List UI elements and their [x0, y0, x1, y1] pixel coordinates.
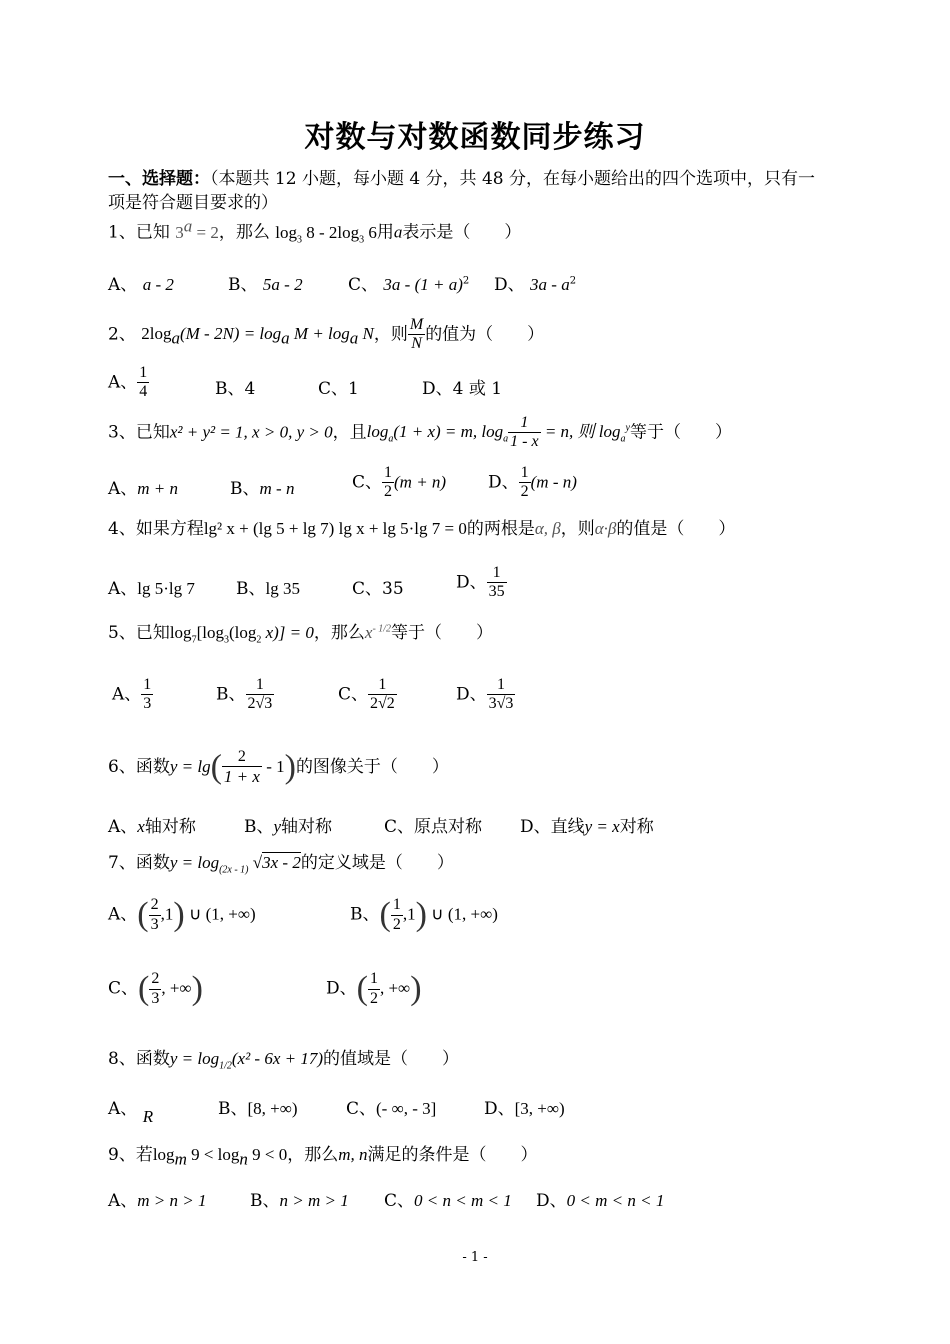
section-heading: 一、选择题： — [108, 169, 210, 189]
question-8: 8、函数$y = \log_{1/2}(x^2 - 6x + 17)$的值域是（ ） — [108, 1049, 460, 1072]
option-d[interactable]: D、4 或 1 — [422, 379, 503, 399]
question-9: 9、若$\log_m 9 < \log_n 9 < 0$，那么m, n满足的条件是（ ） — [108, 1145, 538, 1169]
fraction: $\frac{M}{N}$ — [409, 316, 424, 353]
math-expr: $\log_3 8 - 2\log_3$ 6 — [275, 222, 377, 246]
question-text: ，那么 — [218, 222, 270, 243]
option-c[interactable]: C、35 — [352, 579, 404, 599]
instructions-line2: 项是符合题目要求的） — [108, 193, 278, 213]
question-6: 6、函数y = lg( $\frac{2}{1 + x}$ - 1)的图像关于（ ） — [108, 748, 449, 787]
option-d[interactable]: D、0 < m < n < 1 — [536, 1191, 665, 1211]
math-expr: x² + y² = 1, x > 0, y > 0 — [169, 422, 333, 442]
question-text: 用 — [376, 222, 394, 243]
option-a[interactable]: A、 R — [108, 1099, 154, 1126]
option-c[interactable]: C、(- ∞, - 3] — [346, 1099, 437, 1119]
option-c[interactable]: C、原点对称 — [384, 817, 483, 837]
option-b[interactable]: B、[8, +∞) — [218, 1099, 298, 1119]
question-3: 3、已知x² + y² = 1, x > 0, y > 0，且$\log_a(1 + x) = m$, $\log_a$ $\frac{1}{1 - x}$ = n, 则 $\log_a^y$等于（ ） — [108, 414, 732, 451]
option-d[interactable]: D、( $\frac{1}{2}$ , +∞) — [326, 970, 422, 1007]
option-a[interactable]: A、( $\frac{2}{3}$ ,1) ∪ (1, +∞) — [108, 896, 256, 933]
option-b[interactable]: B、 $\frac{1}{2√3}$ — [216, 676, 273, 713]
question-7: 7、函数$y = \log_{(2x - 1)} √3x - 2$的定义域是（ ） — [108, 853, 454, 876]
option-a[interactable]: A、 $\frac{1}{4}$ — [108, 364, 148, 401]
option-c[interactable]: C、 $\frac{1}{2}$ (m + n) — [352, 464, 447, 501]
question-2: 2、 $2\log_a(M - 2N) = \log_a M + \log_a N$，则 $\frac{M}{N}$ 的值为（ ） — [108, 316, 545, 353]
option-b[interactable]: B、y轴对称 — [244, 817, 333, 837]
section-instructions — [108, 164, 815, 189]
math-var: a — [393, 222, 403, 242]
instructions-line1: （本题共 12 小题，每小题 4 分，共 48 分，在每小题给出的四个选项中，只有一 — [210, 169, 816, 189]
math-expr: $\log_7[\log_3(\log_2$ x)] = 0 — [169, 623, 314, 646]
option-b[interactable]: B、m - n — [230, 479, 295, 499]
question-1 — [108, 216, 521, 245]
question-number: 1、 — [108, 222, 136, 243]
option-b[interactable]: B、( $\frac{1}{2}$ ,1) ∪ (1, +∞) — [350, 896, 498, 933]
option-a[interactable]: A、m + n — [108, 479, 179, 499]
option-b[interactable]: B、lg 35 — [236, 579, 300, 599]
option-c[interactable]: C、 $3a - (1 + a)^2$ — [348, 275, 470, 295]
option-a[interactable]: A、x轴对称 — [108, 817, 196, 837]
option-c[interactable]: C、( $\frac{2}{3}$ , +∞) — [108, 970, 203, 1007]
option-d[interactable]: D、直线y = x对称 — [520, 817, 654, 837]
math-expr: $2\log_a(M - 2N) = \log_a M + \log_a N$ — [141, 324, 374, 348]
math-expr: $3^a = 2$ — [175, 216, 219, 242]
option-c[interactable]: C、1 — [318, 379, 359, 399]
page-title: 对数与对数函数同步练习 — [304, 120, 646, 155]
option-a[interactable]: A、m > n > 1 — [108, 1191, 207, 1211]
option-a[interactable]: A、 $\frac{1}{3}$ — [112, 676, 152, 713]
option-c[interactable]: C、 $\frac{1}{2√2}$ — [338, 676, 395, 713]
question-5: 5、已知$\log_7[\log_3(\log_2$ x)] = 0，那么$x^{- 1/2}$等于（ ） — [108, 623, 494, 646]
math-expr: lg² x + (lg 5 + lg 7) lg x + lg 5·lg 7 = 0 — [203, 519, 467, 538]
option-b[interactable]: B、n > m > 1 — [250, 1191, 349, 1211]
option-c[interactable]: C、0 < n < m < 1 — [384, 1191, 512, 1211]
option-d[interactable]: D、 $\frac{1}{3√3}$ — [456, 676, 514, 713]
option-a[interactable]: A、lg 5·lg 7 — [108, 579, 195, 599]
math-expr: $\log_a(1 + x) = m$, $\log_a$ — [366, 422, 509, 445]
option-d[interactable]: D、 $\frac{1}{35}$ — [456, 564, 505, 601]
option-d[interactable]: D、[3, +∞) — [484, 1099, 565, 1119]
option-d[interactable]: D、 $3a - a^2$ — [494, 275, 577, 295]
option-b[interactable]: B、 5a - 2 — [228, 275, 303, 295]
option-a[interactable]: A、 a - 2 — [108, 275, 174, 295]
question-4: 4、如果方程lg² x + (lg 5 + lg 7) lg x + lg 5·lg 7 = 0的两根是α, β，则α·β的值是（ ） — [108, 519, 736, 539]
page-number: - 1 - — [462, 1250, 488, 1265]
option-d[interactable]: D、 $\frac{1}{2}$ (m - n) — [488, 464, 577, 501]
question-text: 表示是（ ） — [402, 222, 522, 243]
question-text: 已知 — [135, 222, 170, 243]
option-b[interactable]: B、4 — [215, 379, 256, 399]
